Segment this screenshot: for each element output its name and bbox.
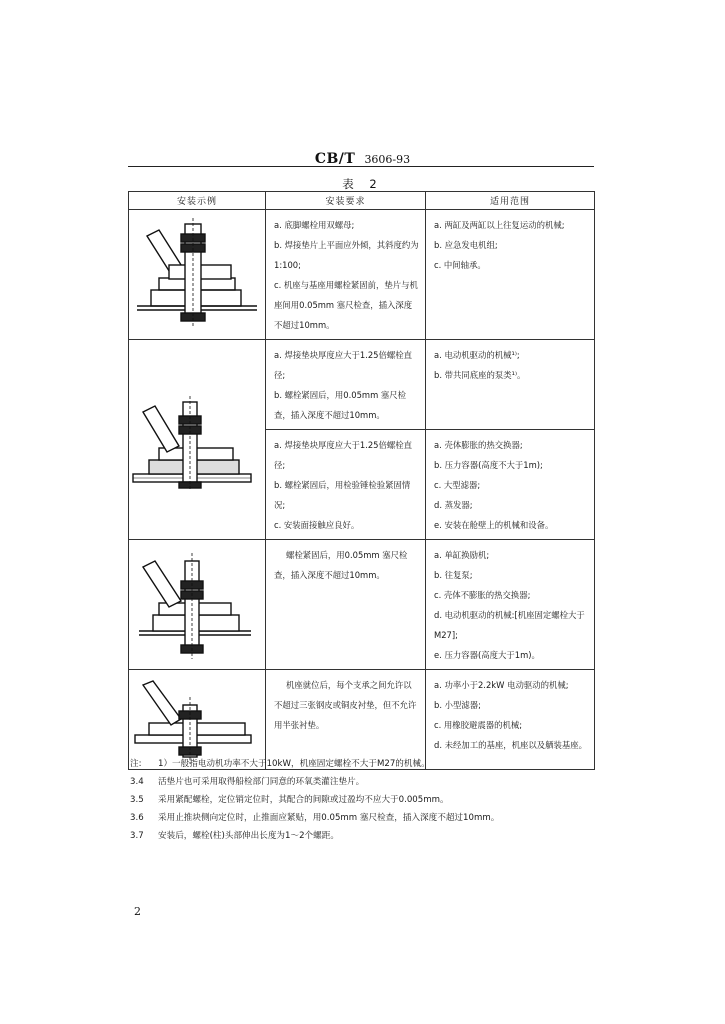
- scope-item: [434, 475, 588, 495]
- requirement-item: [274, 385, 419, 425]
- clause-number: 3.7: [130, 831, 144, 841]
- requirement-item: [274, 345, 419, 385]
- requirement-text: b. 焊接垫片上平面应外倾，其斜度约为1:100;: [274, 240, 419, 270]
- requirement-item: [274, 275, 419, 335]
- scope-text: d. 蒸发器;: [434, 500, 473, 510]
- requirements-cell: [266, 430, 426, 540]
- scope-item: [434, 345, 588, 365]
- column-header-example: 安装示例: [129, 192, 266, 210]
- table-caption: 表 2: [342, 177, 383, 191]
- requirement-item: [274, 235, 419, 275]
- scope-text: c. 大型滤器;: [434, 480, 481, 490]
- document-header: [0, 148, 725, 167]
- page-number: 2: [134, 905, 141, 918]
- scope-cell: [426, 210, 595, 340]
- scope-text: b. 小型滤器;: [434, 700, 481, 710]
- note-line: [130, 755, 600, 773]
- table-header-row: [129, 192, 595, 210]
- scope-item: [434, 365, 588, 385]
- scope-item: [434, 675, 588, 695]
- installation-diagram-3: [129, 549, 265, 661]
- scope-item: [434, 565, 588, 585]
- installation-diagram-cell: [129, 210, 266, 340]
- scope-item: [434, 215, 588, 235]
- scope-item: [434, 235, 588, 255]
- header-rule: [128, 166, 594, 167]
- clause-number: 3.6: [130, 813, 144, 823]
- scope-text: d. 未经加工的基座，机座以及舾装基座。: [434, 740, 588, 750]
- installation-diagram-cell: [129, 540, 266, 670]
- scope-item: [434, 605, 588, 645]
- scope-text: d. 电动机驱动的机械:[机座固定螺栓大于M27];: [434, 610, 585, 640]
- clause-text: 采用紧配螺栓，定位销定位时，其配合的间隙或过盈均不应大于0.005mm。: [158, 795, 449, 805]
- requirement-text: b. 螺栓紧固后，用检验锤检验紧固情况;: [274, 480, 411, 510]
- clause-number: 3.4: [130, 777, 144, 787]
- clause-3-6: [130, 809, 600, 827]
- scope-text: c. 用橡胶避震器的机械;: [434, 720, 523, 730]
- scope-text: c. 中间轴承。: [434, 260, 486, 270]
- clause-3-5: [130, 791, 600, 809]
- scope-text: a. 电动机驱动的机械¹⁾;: [434, 350, 520, 360]
- clause-3-7: [130, 827, 600, 845]
- scope-text: a. 功率小于2.2kW 电动驱动的机械;: [434, 680, 569, 690]
- requirement-text: 螺栓紧固后，用0.05mm 塞尺检查，插入深度不超过10mm。: [274, 550, 408, 580]
- scope-item: [434, 545, 588, 565]
- requirement-text: a. 底脚螺栓用双螺母;: [274, 220, 355, 230]
- scope-text: b. 应急发电机组;: [434, 240, 498, 250]
- note-text: 1）一般指电动机功率不大于10kW，机座固定螺栓不大于M27的机械。: [158, 759, 430, 769]
- scope-text: c. 壳体不膨胀的热交换器;: [434, 590, 531, 600]
- column-header-requirements: 安装要求: [266, 192, 426, 210]
- note-key: 注:: [130, 759, 142, 769]
- scope-cell: [426, 340, 595, 430]
- requirement-item: [274, 435, 419, 475]
- requirements-cell: [266, 540, 426, 670]
- scope-item: [434, 585, 588, 605]
- installation-diagram-4: [129, 675, 265, 765]
- scope-text: b. 带共同底座的泵类¹⁾。: [434, 370, 526, 380]
- scope-item: [434, 695, 588, 715]
- scope-item: [434, 645, 588, 665]
- scope-text: a. 两缸及两缸以上往复运动的机械;: [434, 220, 565, 230]
- installation-diagram-1: [129, 210, 265, 332]
- requirement-item: [274, 475, 419, 515]
- scope-text: e. 压力容器(高度大于1m)。: [434, 650, 540, 660]
- clause-number: 3.5: [130, 795, 144, 805]
- requirement-item: [274, 215, 419, 235]
- scope-text: b. 压力容器(高度不大于1m);: [434, 460, 543, 470]
- installation-diagram-cell: [129, 340, 266, 540]
- requirement-item: [274, 515, 419, 535]
- table-row: [129, 340, 595, 430]
- requirement-text: b. 螺栓紧固后，用0.05mm 塞尺检查，插入深度不超过10mm。: [274, 390, 407, 420]
- scope-cell: [426, 430, 595, 540]
- scope-text: a. 壳体膨胀的热交换器;: [434, 440, 523, 450]
- scope-text: e. 安装在舱壁上的机械和设备。: [434, 520, 554, 530]
- scope-item: [434, 435, 588, 455]
- table-row: [129, 210, 595, 340]
- notes-section: [130, 755, 600, 845]
- requirement-text: a. 焊接垫块厚度应大于1.25倍螺栓直径;: [274, 350, 412, 380]
- clause-3-4: [130, 773, 600, 791]
- scope-cell: [426, 540, 595, 670]
- column-header-scope: 适用范围: [426, 192, 595, 210]
- scope-item: [434, 255, 588, 275]
- table-row: [129, 540, 595, 670]
- requirement-text: c. 机座与基座用螺栓紧固前，垫片与机座间用0.05mm 塞尺检查，插入深度不超过10mm。: [274, 280, 418, 330]
- standard-code: CB/T: [314, 151, 356, 167]
- scope-item: [434, 455, 588, 475]
- scope-item: [434, 495, 588, 515]
- clause-text: 安装后，螺栓(柱)头部伸出长度为1～2个螺距。: [158, 831, 339, 841]
- requirements-cell: [266, 210, 426, 340]
- requirement-text: a. 焊接垫块厚度应大于1.25倍螺栓直径;: [274, 440, 412, 470]
- scope-item: [434, 515, 588, 535]
- scope-item: [434, 735, 588, 755]
- installation-diagram-2: [129, 390, 265, 490]
- scope-text: a. 单缸换励机;: [434, 550, 490, 560]
- requirement-text: 机座就位后，每个支承之间允许以不超过三张钢皮或铜皮衬垫，但不允许用半张衬垫。: [274, 680, 417, 730]
- clause-text: 采用止推块侧向定位时，止推面应紧贴，用0.05mm 塞尺检查，插入深度不超过10mm。: [158, 813, 500, 823]
- scope-item: [434, 715, 588, 735]
- requirements-cell: [266, 340, 426, 430]
- standard-number: 3606-93: [364, 153, 411, 166]
- scope-text: b. 往复泵;: [434, 570, 473, 580]
- requirement-text: c. 安装面接触应良好。: [274, 520, 360, 530]
- installation-table: [128, 191, 595, 770]
- clause-text: 活垫片也可采用取得船检部门同意的环氧类灌注垫片。: [158, 777, 365, 787]
